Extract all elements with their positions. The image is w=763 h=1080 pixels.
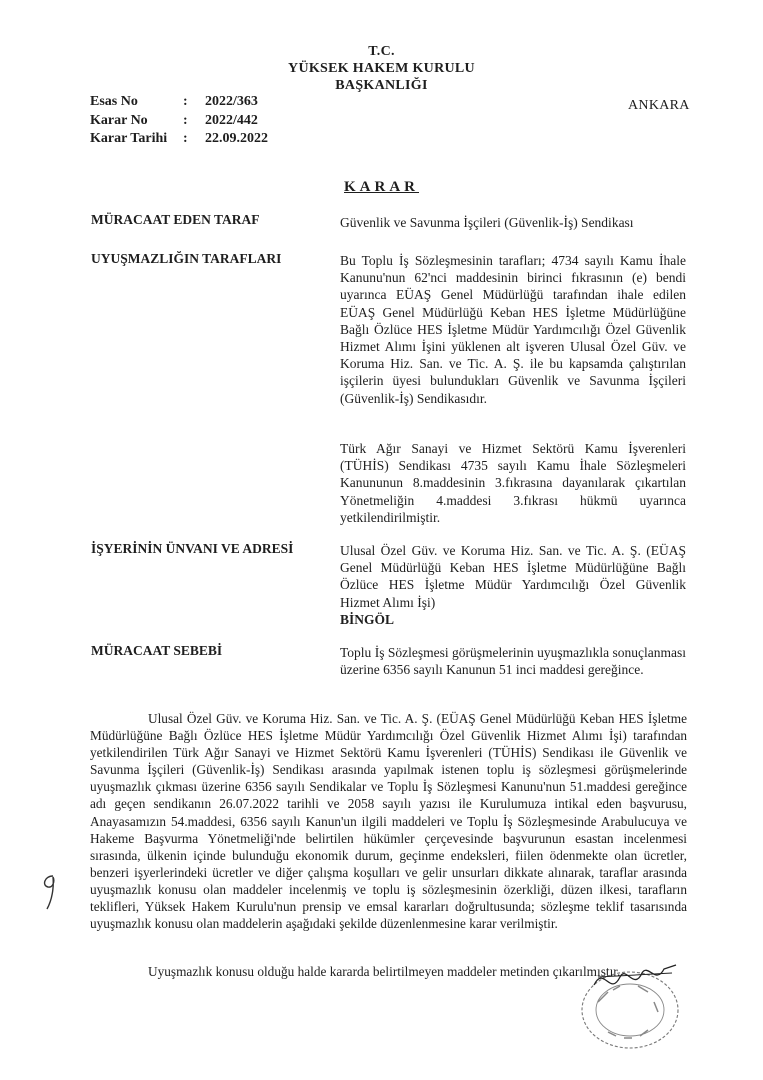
- meta-separator: :: [183, 131, 188, 146]
- reason-text: Toplu İş Sözleşmesi görüşmelerinin uyuşmazlıkla sonuçlanması üzerine 6356 sayılı Kanunun 51 inci maddesi gereğince.: [340, 645, 686, 678]
- meta-separator: :: [183, 112, 188, 128]
- applicant-label: MÜRACAAT EDEN TARAF: [91, 212, 260, 227]
- header-presidency: BAŞKANLIĞI: [335, 78, 428, 93]
- signature: [590, 955, 680, 1005]
- meta-row-esas: [90, 93, 268, 112]
- header-tc: T.C.: [368, 44, 395, 59]
- case-meta: [90, 93, 268, 149]
- meta-row-date: [90, 130, 268, 149]
- meta-separator: :: [183, 94, 188, 109]
- workplace-city: BİNGÖL: [340, 611, 395, 627]
- meta-row-karar: [90, 112, 268, 131]
- workplace-label: İŞYERİNİN ÜNVANI VE ADRESİ: [91, 541, 294, 556]
- document-title: KARAR: [344, 179, 419, 195]
- meta-value: 2022/442: [205, 112, 258, 128]
- meta-value: 22.09.2022: [205, 131, 268, 146]
- parties-label: UYUŞMAZLIĞIN TARAFLARI: [91, 251, 282, 266]
- workplace-address: Ulusal Özel Güv. ve Koruma Hiz. San. ve Tic. A. Ş. (EÜAŞ Genel Müdürlüğü Keban HES İşletme Müdürlüğüne Bağlı Özlüce HES İşletme Müdür Yardımcılığı Özel Güvenlik Hizmet Alımı İşi): [340, 543, 686, 610]
- meta-label: Karar Tarihi: [90, 131, 168, 146]
- parties-text-1: Bu Toplu İş Sözleşmesinin tarafları; 4734 sayılı Kamu İhale Kanunu'nun 62'nci maddesinin birinci fıkrasının (e) bendi uyarınca EÜAŞ Genel Müdürlüğü tarafından ihale edilen EÜAŞ Genel Müdürlüğü Keban HES İşletme Müdürlüğüne Bağlı Özlüce HES İşletme Müdür Yardımcılığı Özel Güvenlik Hizmet Alımı İşini yüklenen alt işveren Ulusal Özel Güv. ve Koruma Hiz. San. ve Tic. A. Ş. ile bu kapsamda çalıştırılan işçilerin üyesi bulundukları Güvenlik ve Savunma İşçileri (Güvenlik-İş) Sendikasıdır.: [340, 253, 686, 406]
- decision-paragraph-1: Ulusal Özel Güv. ve Koruma Hiz. San. ve Tic. A. Ş. (EÜAŞ Genel Müdürlüğü Keban HES İşletme Müdürlüğüne Bağlı Özlüce HES İşletme Müdür Yardımcılığı Özel Güvenlik Hizmet Alımı İşi) tarafından yetkilendirilen Türk Ağır Sanayi ve Hizmet Sektörü Kamu İşverenleri (TÜHİS) Sendikası ile Güvenlik ve Savunma İşçileri (Güvenlik-İş) Sendikası arasında yapılmak istenen toplu iş sözleşmesi görüşmelerinde uyuşmazlık çıkması üzerine 6356 sayılı Sendikalar ve Toplu İş Sözleşmesi Kanunu'nun 51.maddesi gereğince adı geçen sendikanın 26.07.2022 tarihli ve 2058 sayılı yazısı ile Kurulumuza intikal eden başvurusu, Anayasamızın 54.maddesi, 6356 sayılı Kanun'un ilgili maddeleri ve Toplu İş Sözleşmesinde Arabulucuya ve Hakeme Başvurma Yönetmeliği'nde belirtilen hükümler çerçevesinde başvurunun esastan incelenmesi sırasında, ülkenin içinde bulunduğu ekonomik durum, geçinme endeksleri, fiilen ödenmekte olan ücretler, benzeri işyerlerindeki ücretler ve diğer çalışma koşulları ve gelir unsurları dikkate alınarak, taraflar arasında uyuşmazlık konusu olan maddeler incelenmiş ve toplu iş sözleşmesinin özerkliği, düzen ilkesi, tarafların teklifleri, Yüksek Hakem Kurulu'nun prensip ve emsal kararları doğrultusunda; sözleşme teklif tasarısında uyuşmazlık konusu olan maddelerin aşağıdaki şekilde düzenlenmesine karar verilmiştir.: [90, 711, 687, 932]
- place-label: ANKARA: [628, 98, 690, 113]
- meta-label: Karar No: [90, 112, 148, 128]
- applicant-text: Güvenlik ve Savunma İşçileri (Güvenlik-İş) Sendikası: [340, 215, 634, 230]
- reason-label: MÜRACAAT SEBEBİ: [91, 643, 223, 658]
- handwritten-initial: [38, 872, 62, 912]
- header-institution: YÜKSEK HAKEM KURULU: [288, 61, 475, 76]
- decision-paragraph-2: Uyuşmazlık konusu olduğu halde kararda belirtilmeyen maddeler metinden çıkarılmıştır.: [148, 964, 621, 979]
- meta-label: Esas No: [90, 94, 138, 109]
- parties-text-2: Türk Ağır Sanayi ve Hizmet Sektörü Kamu İşverenleri (TÜHİS) Sendikası 4735 sayılı Kamu İhale Sözleşmeleri Kanununun 8.maddesinin 3.fıkrasına dayanılarak çıkartılan Yönetmeliğin 4.maddesi 3.fıkrası hükmü uyarınca yetkilendirilmiştir.: [340, 441, 686, 525]
- meta-value: 2022/363: [205, 94, 258, 109]
- workplace-text: [340, 542, 686, 628]
